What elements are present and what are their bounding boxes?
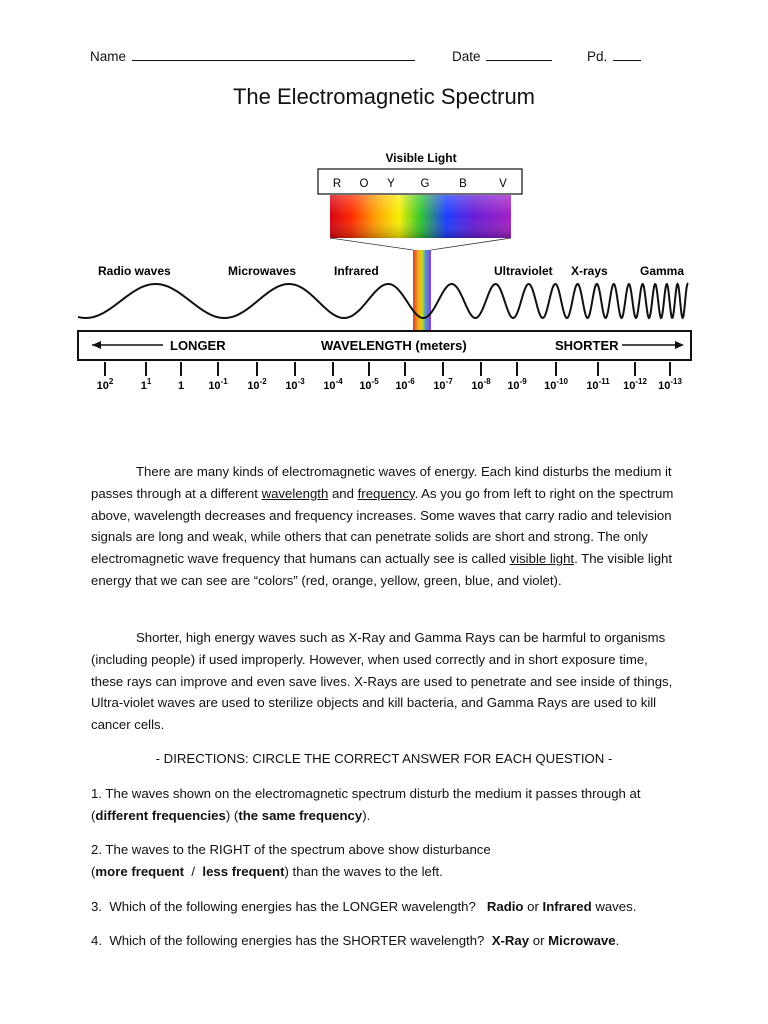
- question-3: 3. Which of the following energies has the LONGER wavelength? Radio or Infrared waves.: [91, 899, 637, 914]
- high-energy-paragraph: Shorter, high energy waves such as X-Ray and Gamma Rays can be harmful to organisms (including people) if used improperly. However, when used correctly and in short exposure time, these rays can improve and even save lives. X-Rays are used to penetrate and see inside of things, Ultra-violet waves are used to sterilize objects and kill bacteria, and Gamma Rays are used to kill cancer cells.: [91, 630, 673, 733]
- tick-label-1: $1^1$: [140, 377, 152, 392]
- visible-light-label: Visible Light: [385, 151, 457, 165]
- spectrum-diagram: [0, 140, 768, 410]
- directions: - DIRECTIONS: CIRCLE THE CORRECT ANSWER FOR EACH QUESTION -: [155, 751, 613, 766]
- shorter-label: SHORTER: [555, 338, 619, 353]
- tick-label-12: $10^{-10}$: [544, 377, 568, 392]
- tick-label-5: $10^{-3}$: [285, 377, 305, 392]
- wavelength-label: WAVELENGTH (meters): [321, 338, 467, 353]
- period-blank[interactable]: [613, 48, 641, 61]
- q3-option-radio[interactable]: Radio: [486, 899, 524, 914]
- question-2: 2. The waves to the RIGHT of the spectrum above show disturbance (more frequent / less frequent) than the waves to the left.: [91, 842, 491, 879]
- name-field[interactable]: [90, 48, 415, 64]
- tick-label-11: $10^{-9}$: [507, 377, 527, 392]
- period-label: Pd.: [587, 49, 608, 64]
- tick-label-3: $10^{-1}$: [208, 377, 228, 392]
- color-letter-y: Y: [387, 178, 395, 190]
- question-1: 1. The waves shown on the electromagnetic spectrum disturb the medium it passes through at (different frequencies) (the same frequency).: [91, 786, 641, 823]
- q4-option-xray[interactable]: X-Ray: [491, 933, 530, 948]
- q1-option-different[interactable]: different frequencies: [95, 807, 226, 823]
- label-gamma: Gamma: [640, 264, 685, 278]
- tick-label-7: $10^{-5}$: [359, 377, 379, 392]
- tick-label-4: $10^{-2}$: [247, 377, 267, 392]
- frequency-term: frequency: [357, 485, 415, 501]
- period-field[interactable]: [587, 48, 641, 64]
- color-letter-b: B: [459, 178, 467, 190]
- visible-light-beam: [413, 250, 431, 335]
- date-field[interactable]: [452, 48, 552, 64]
- color-letter-r: R: [332, 178, 342, 190]
- q2-option-more[interactable]: more frequent: [95, 863, 185, 879]
- visible-light-term: visible light: [509, 551, 575, 567]
- longer-label: LONGER: [170, 338, 226, 353]
- name-blank[interactable]: [132, 48, 415, 61]
- label-radio-waves: Radio waves: [98, 264, 171, 278]
- date-label: Date: [452, 49, 481, 64]
- tick-label-13: $10^{-11}$: [586, 377, 610, 392]
- electromagnetic-wave: [78, 284, 688, 318]
- label-microwaves: Microwaves: [228, 264, 297, 278]
- date-blank[interactable]: [486, 48, 552, 61]
- name-label: Name: [90, 49, 127, 64]
- q3-option-infrared[interactable]: Infrared: [542, 899, 592, 914]
- color-letter-g: G: [420, 178, 430, 190]
- tick-label-14: $10^{-12}$: [623, 377, 647, 392]
- label-ultraviolet: Ultraviolet: [494, 264, 553, 278]
- tick-label-6: $10^{-4}$: [323, 377, 343, 392]
- tick-label-0: $10^2$: [96, 377, 114, 392]
- q1-option-same[interactable]: the same frequency: [238, 807, 363, 823]
- tick-label-10: $10^{-8}$: [471, 377, 491, 392]
- q4-option-microwave[interactable]: Microwave: [548, 933, 616, 948]
- label-infrared: Infrared: [334, 264, 379, 278]
- label-x-rays: X-rays: [571, 264, 608, 278]
- tick-label-8: $10^{-6}$: [395, 377, 415, 392]
- q2-option-less[interactable]: less frequent: [202, 863, 285, 879]
- color-letter-o: O: [359, 178, 369, 190]
- question-4: 4. Which of the following energies has the SHORTER wavelength? X-Ray or Microwave.: [91, 933, 620, 948]
- color-letter-v: V: [499, 178, 507, 190]
- intro-paragraph: There are many kinds of electromagnetic waves of energy. Each kind disturbs the medium it passes through at a different wavelength and frequency. As you go from left to right on the spectrum above, wavelength decreases and frequency increases. Some waves that carry radio and television signals are long and weak, while others that can penetrate solids are short and strong. The only electromagnetic wave frequency that humans can actually see is called visible light. The visible light energy that we can see are “colors” (red, orange, yellow, green, blue, and violet).: [91, 464, 674, 588]
- tick-label-15: $10^{-13}$: [658, 377, 682, 392]
- page-title: The Electromagnetic Spectrum: [232, 84, 536, 109]
- tick-label-2: 1: [177, 380, 185, 392]
- tick-label-9: $10^{-7}$: [433, 377, 453, 392]
- wavelength-term: wavelength: [261, 485, 329, 501]
